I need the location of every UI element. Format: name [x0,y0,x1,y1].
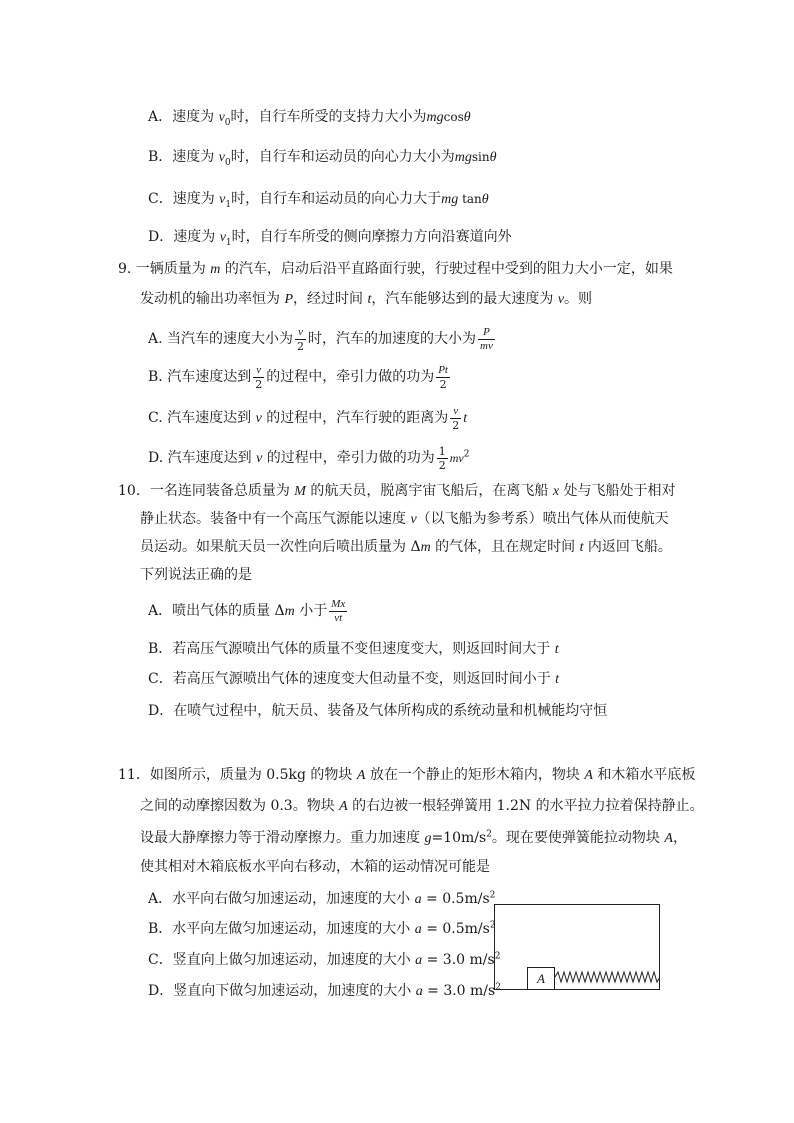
q11-stem-line4: 使其相对木箱底板水平向右移动，木箱的运动情况可能是 [140,859,490,875]
q10-stem-line2: 静止状态。装备中有一个高压气源能以速度 v（以飞船为参考系）喷出气体从而使航天 [140,511,669,527]
q8-option-d: D．速度为 $v_1$时，自行车所受的侧向摩擦力方向沿赛道向外 [148,229,512,248]
q10-option-b: B．若高压气源喷出气体的质量不变但速度变大，则返回时间大于 t [148,641,559,657]
q10-stem-line3: 员运动。如果航天员一次性向后喷出质量为 Δm 的气体，且在规定时间 t 内返回飞船。 [140,539,672,555]
q11-option-a: A．水平向右做匀加速运动，加速度的大小 $a = 0.5m/s^2$ [148,890,496,907]
spring-icon [555,970,660,984]
q10-option-d: D．在喷气过程中，航天员、装备及气体所构成的系统动量和机械能均守恒 [148,703,608,719]
q9-option-a: A. 当汽车的速度大小为 $\frac{v}{2}$ 时，汽车的加速度的大小为 $\frac{P}{mv}$ [148,325,493,353]
q11-option-b: B．水平向左做匀加速运动，加速度的大小 $a = 0.5m/s^2$ [148,920,496,937]
q10-stem-line4: 下列说法正确的是 [140,567,252,583]
q8-option-b: B．速度为 $v_0$时，自行车和运动员的向心力大小为mgsinθ [148,149,497,168]
q9-stem-line1: 9. 一辆质量为 m 的汽车，启动后沿平直路面行驶，行驶过程中受到的阻力大小一定，如果 [118,261,673,277]
q9-option-d: D. 汽车速度达到 v 的过程中，牵引力做的功为 $\frac{1}{2}$ $mv^2$ [148,444,470,472]
fraction-1-over-2: $\frac{1}{2}$ [438,444,446,472]
q11-option-c: C．竖直向上做匀加速运动，加速度的大小 a = 3.0 $m/s^2$ [148,951,501,968]
fraction-v-over-2: $\frac{v}{2}$ [452,404,460,432]
q8-option-c: C．速度为 $v_1$时，自行车和运动员的向心力大于mg tanθ [148,191,489,210]
q10-option-a: A．喷出气体的质量 Δm 小于 $\frac{Mx}{vt}$ [148,597,346,624]
q10-stem-line1: 10．一名连同装备总质量为 M 的航天员，脱离宇宙飞船后，在离飞船 x 处与飞船处于相对 [118,483,676,499]
fraction-v-over-2: $\frac{v}{2}$ [297,325,305,353]
q9-option-b: B. 汽车速度达到 $\frac{v}{2}$ 的过程中，牵引力做的功为 $\frac{Pt}{2}$ [148,363,448,391]
block-a [527,967,555,990]
q9-option-c: C. 汽车速度达到 v 的过程中，汽车行驶的距离为 $\frac{v}{2}$ t [148,404,468,432]
block-a-label: A [537,970,545,986]
q11-stem-line1: 11．如图所示，质量为 0.5kg 的物块 A 放在一个静止的矩形木箱内，物块 A 和木箱水平底板 [118,767,696,783]
q11-stem-line2: 之间的动摩擦因数为 0.3。物块 A 的右边被一根轻弹簧用 1.2N 的水平拉力拉着保持静止。 [140,798,704,814]
q10-option-c: C．若高压气源喷出气体的速度变大但动量不变，则返回时间小于 t [148,671,560,687]
fraction-v-over-2: $\frac{v}{2}$ [255,363,263,391]
q11-option-d: D．竖直向下做匀加速运动，加速度的大小 a = 3.0 $m/s^2$ [148,982,501,999]
q11-stem-line3: 设最大静摩擦力等于滑动摩擦力。重力加速度 $g=10m/s^2$。现在要使弹簧能拉动物块 A， [140,829,687,846]
q9-stem-line2: 发动机的输出功率恒为 P，经过时间 t，汽车能够达到的最大速度为 v。则 [140,291,593,307]
fraction-mx-over-vt: $\frac{Mx}{vt}$ [331,597,346,624]
fraction-p-over-mv: $\frac{P}{mv}$ [480,325,493,352]
fraction-pt-over-2: $\frac{Pt}{2}$ [438,363,448,391]
q8-option-a: A．速度为 $v_0$时，自行车所受的支持力大小为mgcosθ [148,109,471,128]
